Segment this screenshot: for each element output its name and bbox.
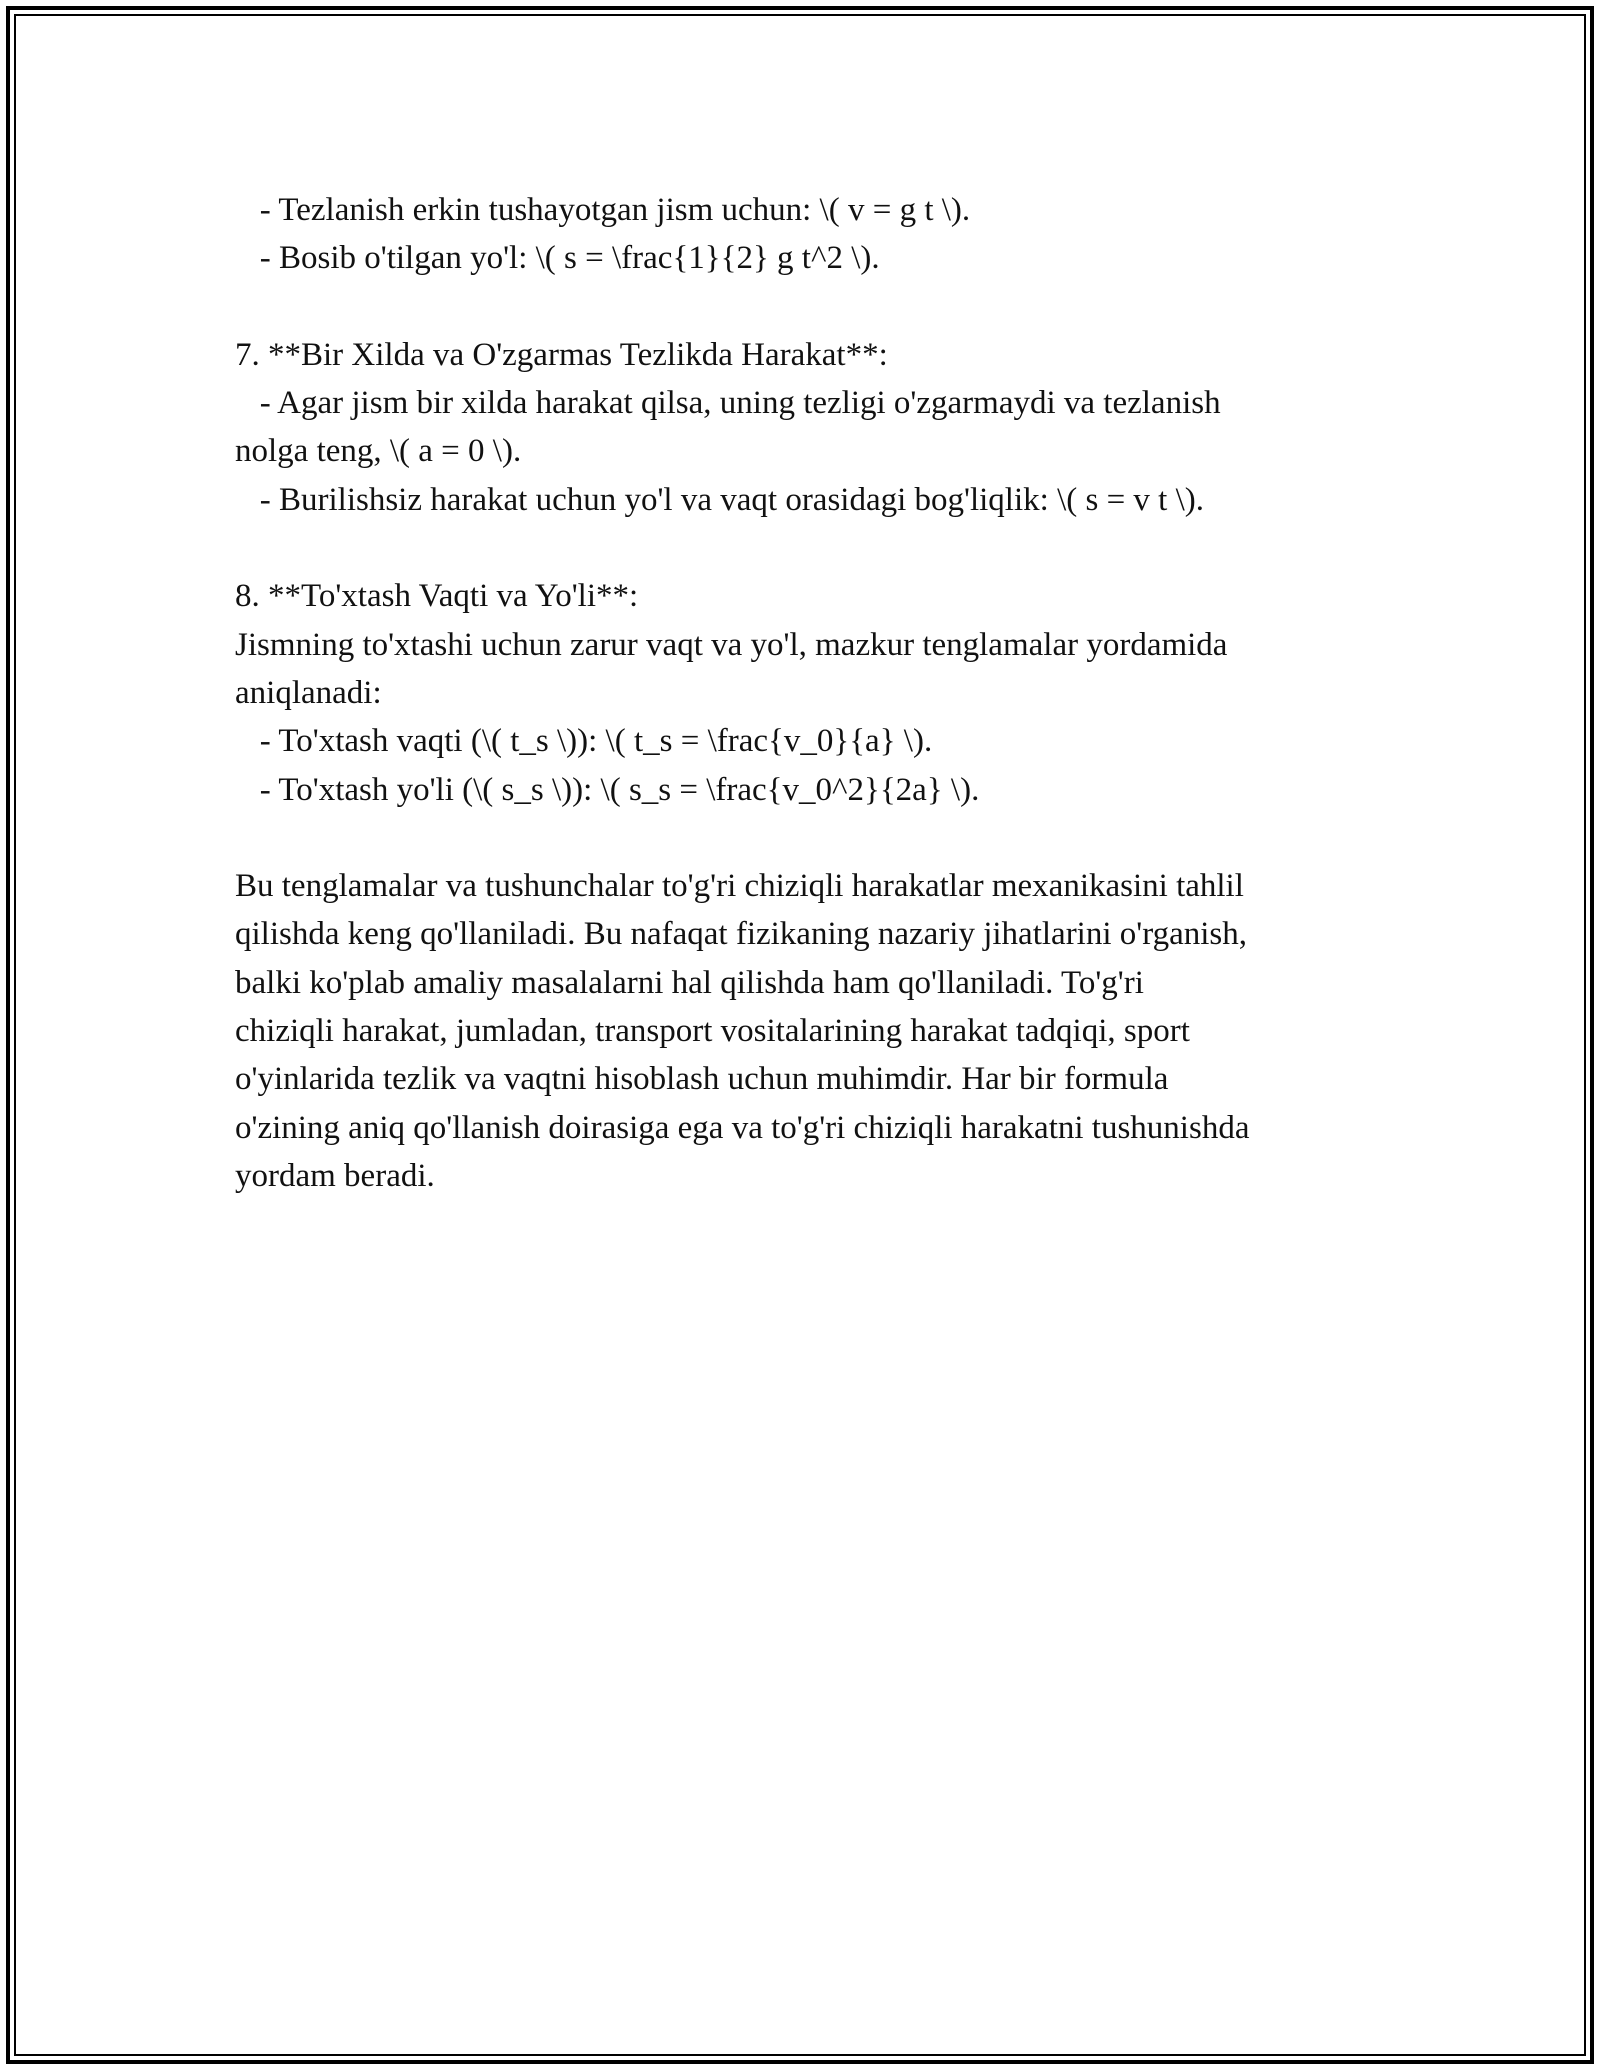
- section-heading-7: 7. **Bir Xilda va O'zgarmas Tezlikda Harakat**:: [235, 336, 888, 373]
- text-line: aniqlanadi:: [235, 674, 382, 711]
- text-line: nolga teng, \( a = 0 \).: [235, 433, 522, 470]
- conclusion-line: o'zining aniq qo'llanish doirasiga ega va to'g'ri chiziqli harakatni tushunishda: [235, 1109, 1250, 1146]
- conclusion-line: balki ko'plab amaliy masalalarni hal qilishda ham qo'llaniladi. To'g'ri: [235, 964, 1144, 1001]
- text-line: - Burilishsiz harakat uchun yo'l va vaqt orasidagi bog'liqlik: \( s = v t \).: [235, 481, 1205, 518]
- conclusion-line: qilishda keng qo'llaniladi. Bu nafaqat fizikaning nazariy jihatlarini o'rganish,: [235, 916, 1248, 953]
- text-line: - Bosib o'tilgan yo'l: \( s = \frac{1}{2} g t^2 \).: [235, 240, 880, 277]
- conclusion-line: yordam beradi.: [235, 1157, 435, 1194]
- blank-line: [235, 524, 1375, 572]
- text-line: - To'xtash vaqti (\( t_s \)): \( t_s = \frac{v_0}{a} \).: [235, 723, 933, 760]
- text-line: - To'xtash yo'li (\( s_s \)): \( s_s = \frac{v_0^2}{2a} \).: [235, 771, 980, 808]
- text-line: Jismning to'xtashi uchun zarur vaqt va yo'l, mazkur tenglamalar yordamida: [235, 626, 1228, 663]
- blank-line: [235, 283, 1375, 331]
- text-line: - Tezlanish erkin tushayotgan jism uchun: \( v = g t \).: [235, 192, 971, 228]
- conclusion-line: Bu tenglamalar va tushunchalar to'g'ri chiziqli harakatlar mexanikasini tahlil: [235, 868, 1244, 905]
- conclusion-line: chiziqli harakat, jumladan, transport vositalarining harakat tadqiqi, sport: [235, 1013, 1190, 1050]
- conclusion-line: o'yinlarida tezlik va vaqtni hisoblash uchun muhimdir. Har bir formula: [235, 1061, 1169, 1098]
- document-body: [235, 186, 1375, 1200]
- section-heading-8: 8. **To'xtash Vaqti va Yo'li**:: [235, 578, 639, 615]
- blank-line: [235, 814, 1375, 862]
- text-line: - Agar jism bir xilda harakat qilsa, uning tezligi o'zgarmaydi va tezlanish: [235, 385, 1221, 422]
